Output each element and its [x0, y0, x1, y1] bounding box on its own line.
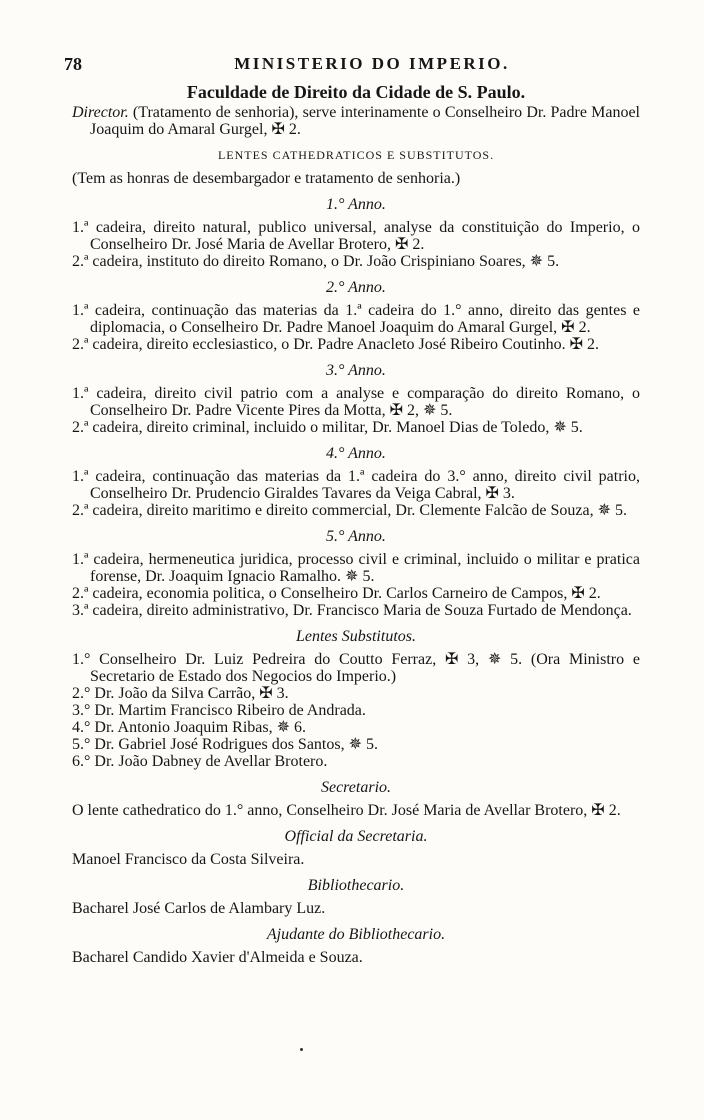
cadeira-entry: 1.ª cadeira, continuação das materias da 1.ª cadeira do 1.° anno, direito das gentes e diplomacia, o Conselheiro Dr. Padre Manoel Joaquim do Amaral Gurgel, ✠ 2.	[72, 302, 640, 336]
substitute-entry: 5.° Dr. Gabriel José Rodrigues dos Santos, ✵ 5.	[72, 736, 379, 753]
page-content	[72, 80, 640, 966]
secretario-text: O lente cathedratico do 1.° anno, Conselheiro Dr. José Maria de Avellar Brotero, ✠ 2.	[72, 802, 621, 819]
cadeira-entry: 1.ª cadeira, direito natural, publico universal, analyse da constituição do Imperio, o Conselheiro Dr. José Maria de Avellar Brotero, ✠ 2.	[72, 219, 640, 253]
cadeira-entry: 2.ª cadeira, direito ecclesiastico, o Dr. Padre Anacleto José Ribeiro Coutinho. ✠ 2.	[72, 336, 600, 353]
official-title: Official da Secretaria.	[284, 828, 428, 845]
cadeira-entry: 2.ª cadeira, direito maritimo e direito commercial, Dr. Clemente Falcão de Souza, ✵ 5.	[72, 502, 627, 519]
cadeira-entry: 1.ª cadeira, continuação das materias da 1.ª cadeira do 3.° anno, direito civil patrio, Conselheiro Dr. Prudencio Giraldes Tavares da Veiga Cabral, ✠ 3.	[72, 468, 640, 502]
cadeira-entry: 2.ª cadeira, instituto do direito Romano, o Dr. João Crispiniano Soares, ✵ 5.	[72, 253, 560, 270]
cadeira-entry: 3.ª cadeira, direito administrativo, Dr. Francisco Maria de Souza Furtado de Mendonça.	[72, 602, 632, 619]
lentes-heading: LENTES CATHEDRATICOS E SUBSTITUTOS.	[217, 148, 495, 162]
substitute-entry: 4.° Dr. Antonio Joaquim Ribas, ✵ 6.	[72, 719, 307, 736]
bibliothecario-title: Bibliothecario.	[307, 877, 405, 894]
ajudante-title: Ajudante do Bibliothecario.	[266, 926, 446, 943]
page-number: 78	[64, 54, 82, 74]
year-title: 5.° Anno.	[326, 528, 386, 545]
substitutes-title: Lentes Substitutos.	[295, 628, 416, 645]
years-list	[72, 196, 640, 619]
faculty-title: Faculdade de Direito da Cidade de S. Paulo.	[186, 82, 526, 102]
secretario-title: Secretario.	[320, 779, 392, 796]
page-header	[0, 54, 704, 78]
year-title: 2.° Anno.	[326, 279, 386, 296]
substitutes-list	[72, 651, 640, 770]
cadeira-entry: 1.ª cadeira, hermeneutica juridica, processo civil e criminal, incluido o militar e pratica forense, Dr. Joaquim Ignacio Ramalho. ✵ 5.	[72, 551, 640, 585]
director-paragraph	[72, 104, 640, 138]
cadeira-entry: 2.ª cadeira, economia politica, o Conselheiro Dr. Carlos Carneiro de Campos, ✠ 2.	[72, 585, 601, 602]
substitute-entry: 1.° Conselheiro Dr. Luiz Pedreira do Coutto Ferraz, ✠ 3, ✵ 5. (Ora Ministro e Secretario de Estado dos Negocios do Imperio.)	[72, 651, 640, 685]
bibliothecario-text: Bacharel José Carlos de Alambary Luz.	[72, 900, 326, 917]
substitute-entry: 6.° Dr. João Dabney de Avellar Brotero.	[72, 753, 328, 770]
cadeira-entry: 1.ª cadeira, direito civil patrio com a analyse e comparação do direito Romano, o Conselheiro Dr. Padre Vicente Pires da Motta, ✠ 2, ✵ 5.	[72, 385, 640, 419]
official-text: Manoel Francisco da Costa Silveira.	[72, 851, 305, 868]
year-title: 1.° Anno.	[326, 196, 386, 213]
substitute-entry: 3.° Dr. Martim Francisco Ribeiro de Andrada.	[72, 702, 366, 719]
director-label: Director.	[72, 104, 129, 121]
director-text: (Tratamento de senhoria), serve interinamente o Conselheiro Dr. Padre Manoel Joaquim do Amaral Gurgel, ✠ 2.	[90, 104, 640, 138]
substitute-entry: 2.° Dr. João da Silva Carrão, ✠ 3.	[72, 685, 289, 702]
year-title: 4.° Anno.	[326, 445, 386, 462]
honours-note: (Tem as honras de desembargador e tratamento de senhoria.)	[72, 170, 461, 187]
year-title: 3.° Anno.	[326, 362, 386, 379]
running-title: MINISTERIO DO IMPERIO.	[234, 54, 510, 73]
ajudante-text: Bacharel Candido Xavier d'Almeida e Souza.	[72, 949, 363, 966]
cadeira-entry: 2.ª cadeira, direito criminal, incluido o militar, Dr. Manoel Dias de Toledo, ✵ 5.	[72, 419, 583, 436]
footer-dot	[300, 1048, 303, 1051]
